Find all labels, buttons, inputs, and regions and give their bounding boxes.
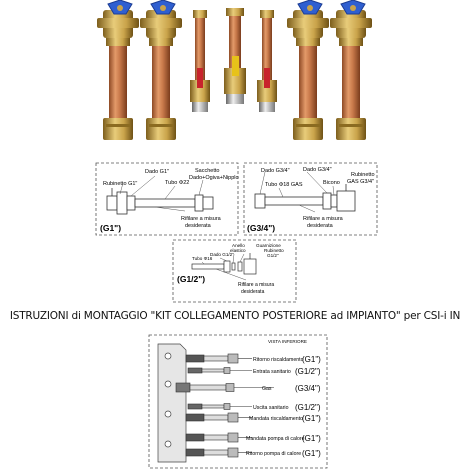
g34-label-gas: GAS G3/4" <box>347 179 375 185</box>
g1-label-tubo: Tubo Φ22 <box>165 180 190 186</box>
row-size-mandata-pompa: (G1") <box>302 434 321 443</box>
g1-label-desiderata: desiderata <box>185 223 211 229</box>
g1-label-dado-ogiva: Dado+Ogiva+Nipplo <box>189 175 239 181</box>
view-label: VISTA INFERIORE <box>268 339 307 344</box>
ball-valve-g1-b <box>140 0 182 140</box>
g1-label-sacchetto: Sacchetto <box>195 168 220 174</box>
g12-label-desiderata: desiderata <box>241 289 265 295</box>
row-size-ritorno-pompa: (G1") <box>302 449 321 458</box>
g34-label-desiderata: desiderata <box>307 223 333 229</box>
g12-label-elastico: elastico <box>230 248 246 253</box>
row-size-mandata-riscaldamento: (G1") <box>302 414 321 423</box>
g12-label-rubinetto: Rubinetto <box>264 248 284 253</box>
g34-label-dado-a: Dado G3/4" <box>261 168 290 174</box>
g34-label-rubinetto: Rubinetto <box>351 172 375 178</box>
row-label-uscita-sanitario: Uscita sanitario <box>253 405 289 411</box>
detail-g1 <box>95 158 240 238</box>
ball-valve-g1-d <box>330 0 372 140</box>
g34-size-label: (G3/4") <box>247 223 276 233</box>
g12-label-dado: Dado G1/2" <box>210 252 234 257</box>
gas-valve-g34 <box>224 8 246 104</box>
row-label-entrata-sanitario: Entrata sanitario <box>253 369 291 375</box>
kit-components-photo <box>0 0 470 160</box>
g34-fitting-drawing <box>255 184 355 211</box>
g1-size-label: (G1") <box>100 223 122 233</box>
g34-label-bicono: Bicono <box>323 180 340 186</box>
row-label-ritorno-riscaldamento: Ritorno riscaldamento <box>253 357 304 363</box>
assembly-row-sizes <box>295 355 321 458</box>
g34-label-tubo: Tubo Φ18 GAS <box>265 182 303 188</box>
row-label-mandata-riscaldamento: Mandata riscaldamento <box>249 416 303 422</box>
row-size-uscita-sanitario: (G1/2") <box>295 403 321 412</box>
row-size-ritorno-riscaldamento: (G1") <box>302 355 321 364</box>
ball-valve-g1-a <box>97 0 139 140</box>
g12-label-g12: G1/2" <box>267 253 279 258</box>
g1-label-dado: Dado G1" <box>145 169 169 175</box>
ball-valve-g12-a <box>190 10 210 112</box>
g34-label-rifilare: Rifilare a misura <box>303 216 343 222</box>
g1-label-rifilare: Rifilare a misura <box>181 216 221 222</box>
detail-g12 <box>172 238 298 304</box>
g12-label-guarnizione: Guarnizione <box>256 243 281 248</box>
g12-label-tubo: Tubo Φ16 <box>192 256 213 261</box>
row-size-entrata-sanitario: (G1/2") <box>295 367 321 376</box>
g34-label-dado-b: Dado G3/4" <box>303 167 332 173</box>
assembly-bottom-view <box>148 334 330 470</box>
row-size-gas: (G3/4") <box>295 384 321 393</box>
g12-size-label: (G1/2") <box>177 274 206 284</box>
g12-label-rifilare: Rifilare a misura <box>238 282 275 288</box>
g12-label-anello: Anello <box>232 243 245 248</box>
row-label-mandata-pompa: Mandata pompa di calore <box>246 436 305 442</box>
row-label-ritorno-pompa: Ritorno pompa di calore <box>246 451 302 457</box>
boiler-bottom-plate <box>158 344 186 462</box>
row-label-gas: Gas <box>262 386 272 392</box>
ball-valve-g1-c <box>287 0 329 140</box>
g1-fitting-drawing <box>107 188 213 214</box>
ball-valve-g12-b <box>257 10 277 112</box>
detail-g34 <box>243 158 379 238</box>
instructions-title: ISTRUZIONI di MONTAGGIO "KIT COLLEGAMENTO POSTERIORE ad IMPIANTO" per CSI-i IN <box>9 310 461 322</box>
g1-label-rubinetto: Rubinetto G1" <box>103 181 138 187</box>
